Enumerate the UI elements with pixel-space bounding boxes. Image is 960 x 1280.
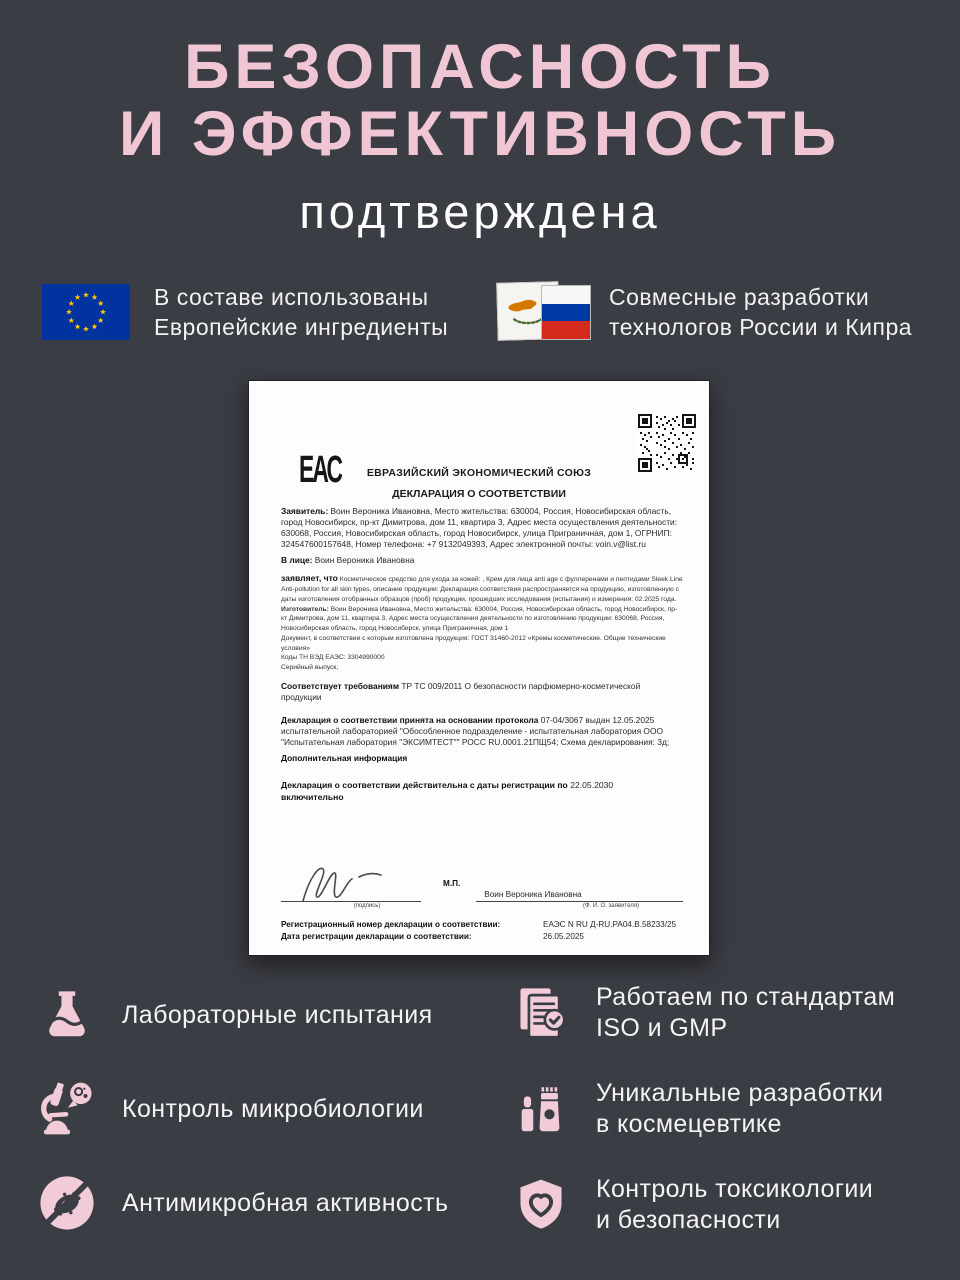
signature-line bbox=[281, 865, 421, 902]
stamp-label: М.П. bbox=[443, 879, 461, 888]
feature-cosmeceutics-text bbox=[596, 1078, 883, 1140]
badge-eu-line2: Европейские ингредиенты bbox=[154, 314, 449, 340]
microscope-icon bbox=[38, 1080, 96, 1138]
basis-paragraph bbox=[281, 715, 683, 748]
feature-toxicology-text bbox=[596, 1174, 873, 1236]
applicant-text: Воин Вероника Ивановна, Место жительства: 630004, Россия, Новосибирская область, город Новосибирск, пр-кт Димитрова, дом 11, квартира 3, Адрес места осуществления деятельности: 630068, Россия, Новосибирская область, город Новосибирск, улица Приграничная, дом 1, ОГРНИП: 324547600157648, Номер телефона: +7 9132049393, Адрес электронной почты: voin.v@list.ru bbox=[281, 506, 678, 550]
badge-cy-ru bbox=[497, 282, 912, 342]
validity-suffix: включительно bbox=[281, 792, 344, 803]
document-text: Документ, в соответствии с которым изготовлена продукция: ГОСТ 31460-2012 «Кремы косметические. Общие технические условия» bbox=[281, 634, 666, 652]
feature-microbiology-text bbox=[122, 1094, 424, 1125]
reg-date-label: Дата регистрации декларации о соответствии: bbox=[281, 932, 472, 942]
signature-icon bbox=[289, 861, 409, 905]
eac-logo: ЕАС bbox=[299, 449, 342, 491]
additional-info-label bbox=[281, 753, 683, 764]
additional-label-text: Дополнительная информация bbox=[281, 753, 408, 764]
declares-text: Косметическое средство для ухода за кожей: , Крем для лица anti age с фуллеренами и пептидами Sleek Line Anti-pollution for all skin types, описание продукции: Декларация соответствия распространяется на продукцию, изготовленную с даты изготовления отобранных образцов (проб) продукции, прошедших исследования (испытания) и измерения: 02.2025 года. bbox=[281, 576, 683, 603]
feature-iso-gmp-text bbox=[596, 982, 895, 1044]
validity-label: Декларация о соответствии действительна с даты регистрации по bbox=[281, 780, 568, 791]
eu-flag-icon bbox=[42, 284, 130, 340]
feature-antimicrobial-text bbox=[122, 1188, 448, 1219]
feature-iso-gmp-line2: ISO и GMP bbox=[596, 1014, 728, 1042]
badge-cy-ru-line2: технологов России и Кипра bbox=[609, 314, 913, 340]
feature-iso-gmp-line1: Работаем по стандартам bbox=[596, 983, 896, 1011]
checklist-icon bbox=[512, 984, 570, 1042]
feature-iso-gmp bbox=[512, 982, 895, 1044]
title-line-1: БЕЗОПАСНОСТЬ bbox=[184, 32, 776, 102]
declares-paragraph bbox=[281, 572, 683, 672]
serial-text: Серийный выпуск, bbox=[281, 663, 339, 671]
feature-microbiology-line1: Контроль микробиологии bbox=[122, 1094, 424, 1123]
manufacturer-label: Изготовитель: bbox=[281, 605, 329, 613]
feature-cosmeceutics bbox=[512, 1078, 883, 1140]
flask-icon bbox=[38, 986, 96, 1044]
applicant-paragraph bbox=[281, 506, 683, 550]
validity-paragraph bbox=[281, 779, 683, 803]
validity-date: 22.05.2030 bbox=[570, 780, 614, 791]
certificate-body bbox=[281, 506, 683, 803]
complies-text: ТР ТС 009/2011 О безопасности парфюмерно-косметической продукции bbox=[281, 680, 641, 702]
feature-microbiology bbox=[38, 1080, 424, 1138]
reg-date-row bbox=[281, 931, 683, 943]
in-person-paragraph bbox=[281, 555, 683, 566]
russia-flag-icon bbox=[541, 285, 591, 340]
badge-cy-ru-text bbox=[609, 282, 912, 342]
feature-cosmeceutics-line1: Уникальные разработки bbox=[596, 1079, 884, 1107]
badge-cy-ru-line1: Совмесные разработки bbox=[609, 284, 870, 310]
shield-heart-icon bbox=[512, 1176, 570, 1234]
feature-lab-tests-text bbox=[122, 1000, 433, 1031]
qr-code-icon bbox=[638, 414, 696, 472]
feature-lab-tests-line1: Лабораторные испытания bbox=[122, 1000, 433, 1029]
badge-eu-text bbox=[154, 282, 448, 342]
title-line-2: И ЭФФЕКТИВНОСТЬ bbox=[119, 99, 841, 169]
basis-label: Декларация о соответствии принята на основании протокола bbox=[281, 714, 539, 725]
feature-toxicology bbox=[512, 1174, 873, 1236]
complies-label: Соответствует требованиям bbox=[281, 680, 400, 691]
feature-lab-tests bbox=[38, 986, 433, 1044]
feature-antimicrobial bbox=[38, 1174, 448, 1232]
reg-number-row bbox=[281, 919, 683, 931]
in-person-text: Воин Вероника Ивановна bbox=[314, 555, 415, 566]
basis-text: 07-04/3067 выдан 12.05.2025 испытательной лабораторией "Обособленное подразделение - испытательная лаборатория ООО "Испытательная лаборатория "ЭКСИМТЕСТ"" РОСС RU.0001.21ПЩ54; Схема декларирования: 3д; bbox=[281, 714, 670, 748]
declaration-title: ДЕКЛАРАЦИЯ О СООТВЕТСТВИИ bbox=[392, 488, 566, 500]
certificate-document bbox=[248, 380, 710, 956]
page-title bbox=[0, 34, 960, 168]
badge-eu-line1: В составе использованы bbox=[154, 284, 429, 310]
in-person-label: В лице: bbox=[281, 555, 313, 566]
reg-number-label: Регистрационный номер декларации о соответствии: bbox=[281, 920, 501, 929]
declares-label: заявляет, что bbox=[281, 573, 338, 584]
feature-antimicrobial-line1: Антимикробная активность bbox=[122, 1188, 449, 1217]
codes-text: Коды ТН ВЭД ЕАЭС: 3304990000 bbox=[281, 654, 385, 662]
reg-number-value: ЕАЭС N RU Д-RU.РА04.В.58233/25 bbox=[543, 920, 677, 929]
badge-eu-ingredients bbox=[42, 282, 448, 342]
feature-cosmeceutics-line2: в космецевтике bbox=[596, 1110, 782, 1138]
complies-paragraph bbox=[281, 681, 683, 703]
cosmetics-icon bbox=[512, 1080, 570, 1138]
union-title: ЕВРАЗИЙСКИЙ ЭКОНОМИЧЕСКИЙ СОЮЗ bbox=[366, 467, 592, 479]
no-microbe-icon bbox=[38, 1174, 96, 1232]
signer-name: Воин Вероника Ивановна bbox=[476, 890, 683, 902]
reg-date-value: 26.05.2025 bbox=[543, 932, 584, 942]
manufacturer-text: Воин Вероника Ивановна, Место жительства: 630004, Россия, Новосибирская область, город Новосибирск, пр-кт Димитрова, дом 11, квартира 3, Адрес места осуществления деятельности по изготовлению продукции: 630068, Россия, Новосибирская область, город Новосибирск, улица Приграничная, дом 1 bbox=[281, 605, 678, 633]
certificate-header bbox=[249, 467, 709, 500]
page-subtitle: подтверждена bbox=[299, 185, 661, 238]
feature-toxicology-line1: Контроль токсикологии bbox=[596, 1175, 874, 1203]
registration-rows bbox=[281, 919, 683, 944]
signature-caption: (подпись) bbox=[353, 903, 381, 909]
feature-toxicology-line2: и безопасности bbox=[596, 1206, 781, 1234]
signature-area bbox=[281, 865, 683, 902]
cyprus-russia-flags-icon bbox=[497, 282, 591, 342]
signer-caption: (Ф. И. О. заявителя) bbox=[583, 903, 639, 909]
applicant-label: Заявитель: bbox=[281, 506, 329, 516]
